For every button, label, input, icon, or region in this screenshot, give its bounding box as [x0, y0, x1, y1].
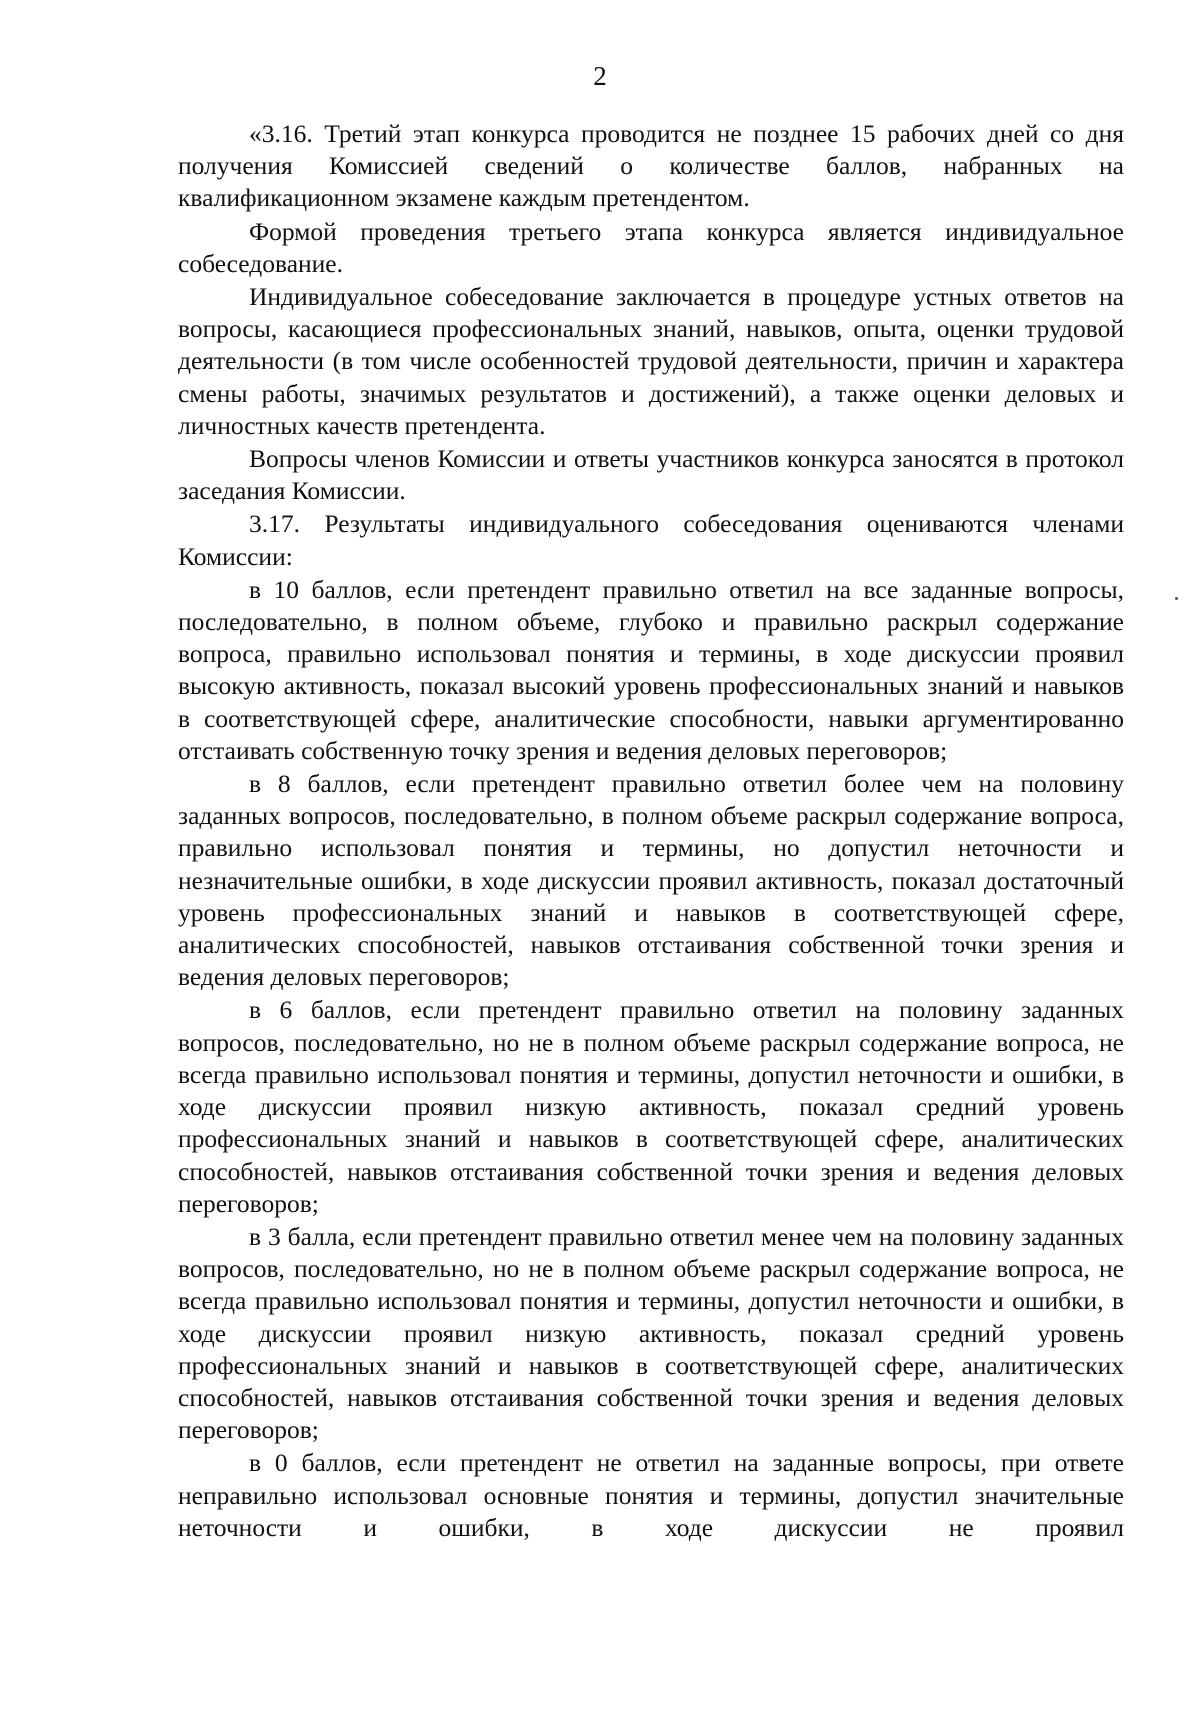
paragraph-score-0: в 0 баллов, если претендент не ответил на заданные вопросы, при ответе неправильно использовал основные понятия и термины, допустил значительные неточности и ошибки, в ходе дискуссии не проявил [178, 1448, 1124, 1542]
paragraph-interview-form: Формой проведения третьего этапа конкурса является индивидуальное собеседование. [178, 216, 1124, 278]
paragraph-score-10: в 10 баллов, если претендент правильно ответил на все заданные вопросы, последовательно, в полном объеме, глубоко и правильно раскрыл содержание вопроса, правильно использовал понятия и термины, в ходе дискуссии проявил высокую активность, показал высокий уровень профессиональных знаний и навыков в соответствующей сфере, аналитические способности, навыки аргументированно отстаивать собственную точку зрения и ведения деловых переговоров; [178, 574, 1124, 765]
document-body [178, 118, 1124, 1544]
scan-speck [1175, 597, 1178, 600]
paragraph-3-17: 3.17. Результаты индивидуального собеседования оцениваются членами Комиссии: [178, 509, 1124, 571]
paragraph-interview-procedure: Индивидуальное собеседование заключается в процедуре устных ответов на вопросы, касающиеся профессиональных знаний, навыков, опыта, оценки трудовой деятельности (в том числе особенностей трудовой деятельности, причин и характера смены работы, значимых результатов и достижений), а также оценки деловых и личностных качеств претендента. [178, 282, 1124, 440]
paragraph-score-3: в 3 балла, если претендент правильно ответил менее чем на половину заданных вопросов, последовательно, но не в полном объеме раскрыл содержание вопроса, не всегда правильно использовал понятия и термины, допустил неточности и ошибки, в ходе дискуссии проявил низкую активность, показал средний уровень профессиональных знаний и навыков в соответствующей сфере, аналитических способностей, навыков отстаивания собственной точки зрения и ведения деловых переговоров; [178, 1221, 1124, 1445]
paragraph-score-6: в 6 баллов, если претендент правильно ответил на половину заданных вопросов, последовательно, но не в полном объеме раскрыл содержание вопроса, не всегда правильно использовал понятия и термины, допустил неточности и ошибки, в ходе дискуссии проявил низкую активность, показал средний уровень профессиональных знаний и навыков в соответствующей сфере, аналитических способностей, навыков отстаивания собственной точки зрения и ведения деловых переговоров; [178, 995, 1124, 1218]
page-number: 2 [593, 61, 607, 91]
paragraph-protocol: Вопросы членов Комиссии и ответы участников конкурса заносятся в протокол заседания Комиссии. [178, 444, 1124, 506]
paragraph-3-16: «3.16. Третий этап конкурса проводится не позднее 15 рабочих дней со дня получения Комиссией сведений о количестве баллов, набранных на квалификационном экзамене каждым претендентом. [178, 119, 1124, 213]
paragraph-score-8: в 8 баллов, если претендент правильно ответил более чем на половину заданных вопросов, последовательно, в полном объеме раскрыл содержание вопроса, правильно использовал понятия и термины, но допустил неточности и незначительные ошибки, в ходе дискуссии проявил активность, показал достаточный уровень профессиональных знаний и навыков в соответствующей сфере, аналитических способностей, навыков отстаивания собственной точки зрения и ведения деловых переговоров; [178, 769, 1124, 992]
